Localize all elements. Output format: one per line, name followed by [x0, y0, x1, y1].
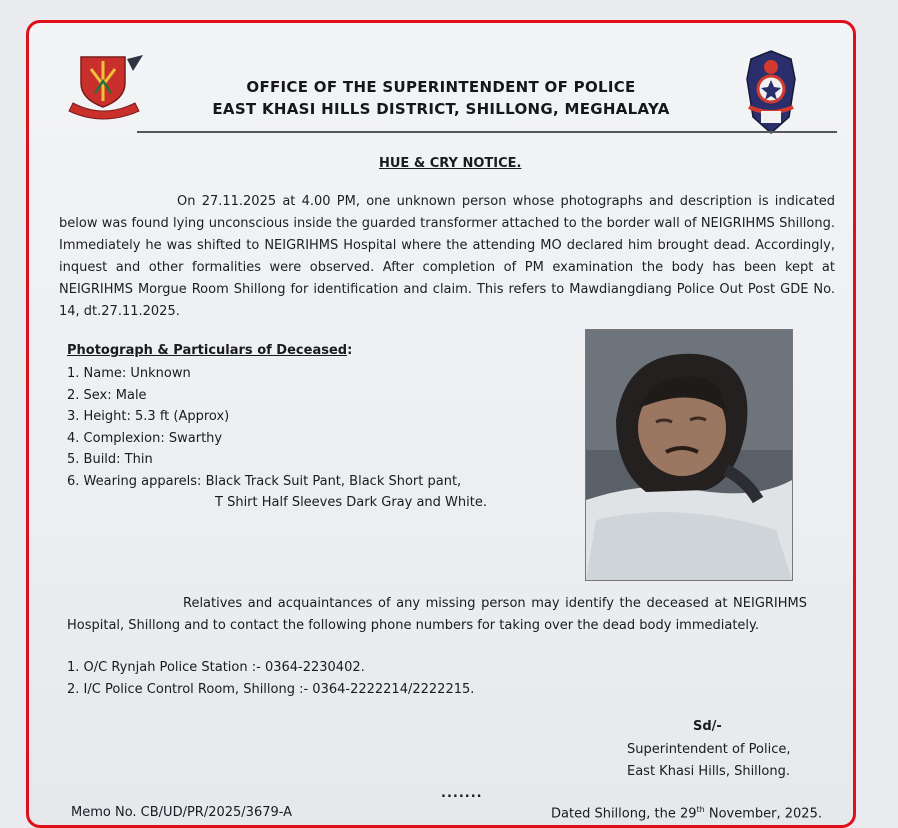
- list-item: 3. Height: 5.3 ft (Approx): [67, 409, 230, 424]
- notice-paper: [29, 23, 853, 825]
- list-item-continuation: T Shirt Half Sleeves Dark Gray and White.: [215, 495, 487, 510]
- notice-title: HUE & CRY NOTICE.: [379, 156, 522, 171]
- signatory-place: East Khasi Hills, Shillong.: [627, 764, 790, 779]
- list-item: 2. I/C Police Control Room, Shillong :- 0364-2222214/2222215.: [67, 682, 475, 697]
- signatory-block: [627, 739, 790, 783]
- particulars-list: [67, 363, 487, 514]
- appeal-text: Relatives and acquaintances of any missing person may identify the deceased at NEIGRIHMS Hospital, Shillong and to contact the following phone numbers for taking over the dead body immediately.: [67, 596, 807, 633]
- signature-mark: Sd/-: [693, 719, 722, 734]
- contact-list: [67, 657, 474, 701]
- memo-number: Memo No. CB/UD/PR/2025/3679-A: [71, 805, 293, 820]
- list-item: 4. Complexion: Swarthy: [67, 430, 223, 446]
- list-item: 6. Wearing apparels: Black Track Suit Pant, Black Short pant,: [67, 473, 462, 489]
- notice-body: On 27.11.2025 at 4.00 PM, one unknown person whose photographs and description is indicated below was found lying unconscious inside the guarded transformer attached to the border wall of NEIGRIHMS Shillong. Immediately he was shifted to NEIGRIHMS Hospital where the attending MO declared him brought dead. Accordingly, inquest and other formalities were observed. After completion of PM examination the body has been kept at NEIGRIHMS Morgue Room Shillong for identification and claim. This refers to Mawdiangdiang Police Out Post GDE No. 14, dt.27.11.2025.: [59, 194, 835, 319]
- separator-dots: .......: [441, 786, 483, 801]
- signatory-designation: Superintendent of Police,: [627, 742, 791, 757]
- office-heading: OFFICE OF THE SUPERINTENDENT OF POLICE: [246, 78, 636, 96]
- list-item: 1. Name: Unknown: [67, 366, 191, 381]
- particulars-heading: Photograph & Particulars of Deceased:: [67, 343, 353, 358]
- list-item: 5. Build: Thin: [67, 452, 153, 467]
- district-heading: EAST KHASI HILLS DISTRICT, SHILLONG, MEGHALAYA: [212, 100, 670, 118]
- notice-frame: [26, 20, 856, 828]
- list-item: 1. O/C Rynjah Police Station :- 0364-2230402.: [67, 660, 365, 675]
- deceased-photograph: [585, 329, 793, 581]
- dated-line: Dated Shillong, the 29th November, 2025.: [551, 805, 822, 822]
- header-divider: [137, 131, 837, 133]
- list-item: 2. Sex: Male: [67, 387, 147, 403]
